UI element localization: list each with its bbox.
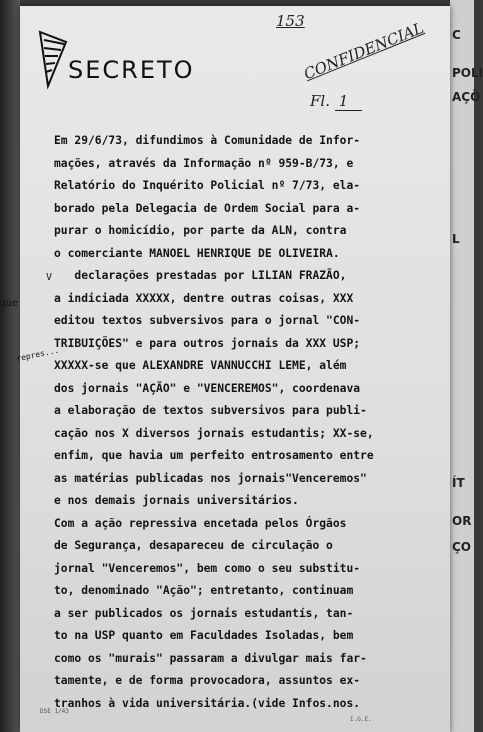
background-left-edge [0,0,20,732]
page-number: 153 [276,12,305,30]
body-line: dos jornais "AÇÃO" e "VENCEREMOS", coordenava [54,381,361,395]
body-line: as matérias publicadas nos jornais"Venceremos" [54,471,367,485]
edge-text: OR [452,514,472,528]
body-line: to, denominado "Ação"; entretanto, continuam [54,584,354,597]
body-line: a elaboração de textos subversivos para publi- [54,404,367,417]
body-line: jornal "Venceremos", bem como o seu substitu- [54,561,361,575]
margin-note-v: V [46,272,53,283]
edge-text: ÇO [452,540,472,554]
file-number-value: 1 [335,92,363,111]
file-label: Fl. [310,92,330,110]
edge-text: POLI [452,66,483,80]
footer-form-code: DSE 1/43 [40,708,69,715]
body-line: a ser publicados os jornais estudantís, tan- [54,606,354,620]
confidential-stamp: CONFIDENCIAL [301,18,427,84]
margin-note-que: que [0,298,19,309]
body-line: editou textos subversivos para o jornal "CON- [54,314,361,327]
margin-note-handwritten: repres... [15,345,60,364]
body-line: to na USP quanto em Faculdades Isoladas, bem [54,629,354,642]
body-line: borado pela Delegacia de Ordem Social para a- [54,201,361,215]
body-line: e nos demais jornais universitários. [54,494,299,507]
body-line: declarações prestadas por LILIAN FRAZÃO, [54,269,347,282]
body-line: cação nos X diversos jornais estudantis; XX-se, [54,426,374,440]
body-line: XXXXX-se que ALEXANDRE VANNUCCHI LEME, além [54,359,347,372]
body-line: de Segurança, desapareceu de circulação o [54,539,333,552]
body-line: a indiciada XXXXX, dentre outras coisas, XXX [54,291,354,305]
classification-logo-icon [36,28,72,88]
document-body [54,130,464,715]
edge-text: C [452,28,461,42]
body-line: Com a ação repressiva encetada pelos Órgãos [54,516,347,530]
edge-text: AÇÕ [452,90,481,104]
body-line: mações, através da Informação nº 959-B/73, e [54,156,354,170]
body-line: tranhos à vida universitária.(vide Infos.nos. [54,696,361,710]
body-line: enfim, que havia um perfeito entrosamento entre [54,449,374,462]
body-line: Relatório do Inquérito Policial nº 7/73, ela- [54,179,361,192]
document-page [0,6,450,732]
file-number [310,92,362,110]
body-line: Em 29/6/73, difundimos à Comunidade de Infor- [54,134,361,147]
edge-text: L [452,232,460,246]
footer-printer-code: I.G.E. [350,716,372,723]
body-line: TRIBUIÇÕES" e para outros jornais da XXX USP; [54,336,361,350]
classification-label: SECRETO [68,56,195,84]
body-line: o comerciante MANOEL HENRIQUE DE OLIVEIRA. [54,246,340,260]
body-line: tamente, e de forma provocadora, assuntos ex- [54,674,361,687]
edge-text: ÍT [452,476,465,490]
body-line: purar o homicídio, por parte da ALN, contra [54,224,347,237]
body-line: como os "murais" passaram a divulgar mais far- [54,651,367,665]
